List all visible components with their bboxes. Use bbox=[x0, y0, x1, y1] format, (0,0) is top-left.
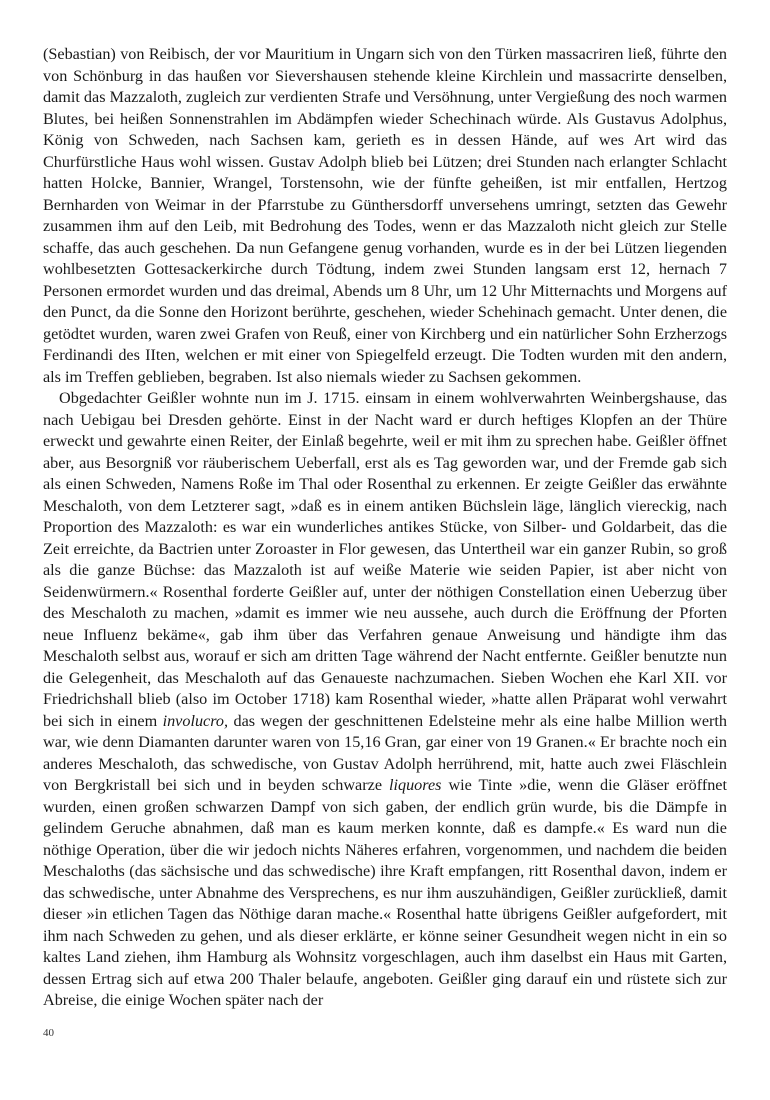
page-number: 40 bbox=[43, 1027, 54, 1039]
paragraph-2 bbox=[43, 388, 727, 1012]
paragraph-2-italic-liquores: liquores bbox=[389, 776, 442, 794]
paragraph-1-text: (Sebastian) von Reibisch, der vor Mauritium in Ungarn sich von den Türken massacriren ließ, führte den von Schönburg in das haußen vor Sievershausen stehende kleine Kirchlein und massacrirte denselben, damit das Mazzaloth, zugleich zur verdienten Strafe und Versöhnung, unter Vergießung des noch warmen Blutes, bei heißen Sonnenstrahlen im Abdämpfen wieder Schechinach würde. Als Gustavus Adolphus, König von Schweden, nach Sachsen kam, gerieth es in dessen Hände, auf wes Art wird das Churfürstliche Haus wohl wissen. Gustav Adolph blieb bei Lützen; drei Stunden nach erlangter Schlacht hatten Holcke, Bannier, Wrangel, Torstensohn, wie der fünfte geheißen, ist mir entfallen, Hertzog Bernharden von Weimar in der Pfarrstube zu Günthersdorff unversehens umringt, setzten das Gewehr zusammen ihm auf den Leib, mit Bedrohung des Todes, wenn er das Mazzaloth nicht gleich zur Stelle schaffe, das auch geschehen. Da nun Gefangene genug vorhanden, wurde es in der bei Lützen liegenden wohlbesetzten Gottesackerkirche durch Tödtung, indem zwei Stunden langsam erst 12, hernach 7 Personen ermordet wurden und das dreimal, Abends um 8 Uhr, um 12 Uhr Mitternachts und Morgens auf den Punct, da die Sonne den Horizont berührte, geschehen, wieder Schehinach gemacht. Unter denen, die getödtet wurden, waren zwei Grafen von Reuß, einer von Kirchberg und ein natürlicher Sohn Erzherzogs Ferdinandi des IIten, welchen er mit einer von Spiegelfeld erzeugt. Die Todten wurden mit den andern, als im Treffen geblieben, begraben. Ist also niemals wieder zu Sachsen gekommen. bbox=[43, 45, 727, 386]
page-body bbox=[43, 44, 727, 1044]
paragraph-2-italic-involucro: involucro, bbox=[162, 711, 229, 730]
paragraph-2-text-a: Obgedachter Geißler wohnte nun im J. 1715. einsam in einem wohlverwahrten Weinbergshause, das nach Uebigau bei Dresden gehörte. Einst in der Nacht ward er durch heftiges Klopfen an der Thüre erweckt und gewahrte einen Reiter, der Einlaß begehrte, weil er mit ihm zu sprechen habe. Geißler öffnet aber, aus Besorgniß vor räuberischem Ueberfall, erst als es Tag geworden war, und der Fremde gab sich als einen Schweden, Namens Roße im Thal oder Rosenthal zu erkennen. Er zeigte Geißler das erwähnte Meschaloth, von dem Letzterer sagt, »daß es in einem antiken Büchslein läge, länglich viereckig, nach Proportion des Mazzaloth: es war ein wunderliches antikes Stücke, von Silber- und Goldarbeit, das die Zeit erreichte, da Bactrien unter Zoroaster in Flor gewesen, das Untertheil war ein ganzer Rubin, so groß als die ganze Büchse: das Mazzaloth ist auf weiße Materie wie seiden Papier, ist aber nicht von Seidenwürmern.« Rosenthal forderte Geißler auf, unter der nöthigen Constellation einen Ueberzug über des Meschaloth zu machen, »damit es immer wie neu aussehe, auch durch die Eröffnung der Pforten neue Influenz bekäme«, gab ihm über das Verfahren genaue Anweisung und händigte ihm das Meschaloth selbst aus, worauf er sich am dritten Tage während der Nacht entfernte. Geißler benutzte nun die Gelegenheit, das Meschaloth auf das Genaueste nachzumachen. Sieben Wochen ehe Karl XII. vor Friedrichshall blieb (also im October 1718) kam Rosenthal wieder, »hatte allen Präparat wohl verwahrt bei sich in einem bbox=[43, 389, 727, 730]
paragraph-2-text-b: das wegen der geschnittenen Edelsteine mehr als eine halbe Million werth war, wie denn Diamanten darunter waren von 15,16 Gran, gar einer von 19 Granen.« Er brachte noch ein anderes Meschaloth, das schwedische, von Gustav Adolph herrührend, mit, hatte auch zwei Fläschlein von Bergkristall bei sich und in beyden schwarze bbox=[43, 711, 727, 794]
paragraph-1 bbox=[43, 44, 727, 388]
paragraph-2-text-c: wie Tinte »die, wenn die Gläser eröffnet wurden, einen großen schwarzen Dampf von sich gaben, der endlich grün wurde, bis die Dämpfe in gelindem Geruche abnahmen, daß man es kaum merken konnte, daß es dampfe.« Es ward nun die nöthige Operation, über die wir jedoch nichts Näheres erfahren, vorgenommen, und nachdem die beiden Meschaloths (das sächsische und das schwedische) ihre Kraft empfangen, ritt Rosenthal davon, indem er das schwedische, unter Abnahme des Versprechens, es nur ihm auszuhändigen, Geißler zurückließ, damit dieser »in etlichen Tagen das Nöthige daran mache.« Rosenthal hatte übrigens Geißler aufgefordert, mit ihm nach Schweden zu gehen, und als dieser erklärte, er könne seiner Gesundheit wegen nicht in ein so kaltes Land ziehen, ihm Hamburg als Wohnsitz vorgeschlagen, auch ihm daselbst ein Haus mit Garten, dessen Ertrag sich auf etwa 200 Thaler belaufe, angeboten. Geißler ging darauf ein und rüstete sich zur Abreise, die einige Wochen später nach der bbox=[43, 776, 727, 1009]
